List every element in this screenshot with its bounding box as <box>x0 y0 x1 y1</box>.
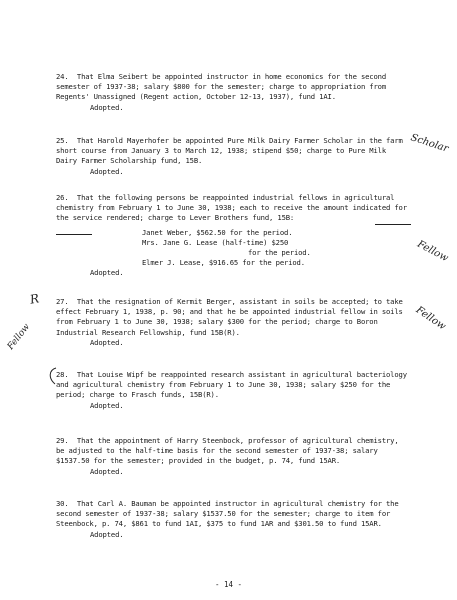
resolution-text: 24. That Elma Seibert be appointed instructor in home economics for the second semester of 1937-38; salary $800 for the semester; charge to appropriation from Regents' Unassigned (Regent action, October 12-13, 1937), fund 1AI. <box>56 72 391 102</box>
resolution-27 <box>56 297 408 348</box>
handwritten-scholar: Scholar <box>409 132 450 155</box>
list-item: Elmer J. Lease, $916.65 for the period. <box>142 258 305 268</box>
list-item: for the period. <box>248 248 311 258</box>
handwritten-margin-fellow: Fellow <box>5 322 33 352</box>
status-adopted: Adopted. <box>90 268 124 278</box>
resolution-text: 26. That the following persons be reappointed industrial fellows in agricultural chemistry from February 1 to June 30, 1938; each to receive the amount indicated for the service rendered; charge to Lever Brothers fund, 15B: <box>56 193 412 223</box>
status-adopted: Adopted. <box>90 102 124 112</box>
handwritten-r-mark: R <box>28 291 41 307</box>
resolution-text: 30. That Carl A. Bauman be appointed instructor in agricultural chemistry for the second semester of 1937-38; salary $1537.50 for the semester; charge to item for Steenbock, p. 74, $861 to fund 1AI, $375 to fund 1AR and $301.50 to fund 15AR. <box>56 499 403 529</box>
resolution-28 <box>56 370 412 411</box>
page-number: - 14 - <box>214 580 243 589</box>
resolution-30 <box>56 499 408 540</box>
handwritten-underline <box>56 234 92 235</box>
status-adopted: Adopted. <box>90 529 124 539</box>
status-adopted: Adopted. <box>90 400 124 410</box>
handwritten-fellow: Fellow <box>413 304 448 333</box>
status-adopted: Adopted. <box>90 466 124 476</box>
resolution-29 <box>56 436 408 477</box>
resolution-24 <box>56 72 408 113</box>
resolution-text: 28. That Louise Wipf be reappointed research assistant in agricultural bacteriology and agricultural chemistry from February 1 to June 30, 1938; salary $250 for the period; charge to Frasch funds, 15B(R). <box>56 370 412 400</box>
resolution-text: 25. That Harold Mayerhofer be appointed Pure Milk Dairy Farmer Scholar in the farm short course from January 3 to March 12, 1938; stipend $50; charge to Pure Milk Dairy Farmer Scholarship fund, 15B. <box>56 136 407 166</box>
status-adopted: Adopted. <box>90 337 124 347</box>
handwritten-underline <box>375 224 411 225</box>
list-item: Mrs. Jane G. Lease (half-time) $250 <box>142 237 289 247</box>
resolution-text: 29. That the appointment of Harry Steenbock, professor of agricultural chemistry, be adjusted to the half-time basis for the second semester of 1937-38; salary $1537.50 for the semester; provided in the budget, p. 74, fund 15AR. <box>56 436 403 466</box>
resolution-text: 27. That the resignation of Kermit Berger, assistant in soils be accepted; to take effect February 1, 1938, p. 90; and that he be appointed industrial fellow in soils from February 1 to June 30, 1938; salary $300 for the period; charge to Boron Industrial Research Fellowship, fund 15B(R). <box>56 297 407 337</box>
status-adopted: Adopted. <box>90 166 124 176</box>
handwritten-fellow: Fellow <box>415 238 450 265</box>
fellow-list <box>56 228 408 269</box>
resolution-25 <box>56 136 408 177</box>
resolution-26 <box>56 193 412 279</box>
list-item: Janet Weber, $562.50 for the period. <box>142 227 293 237</box>
handwritten-bracket-mark <box>46 366 58 386</box>
